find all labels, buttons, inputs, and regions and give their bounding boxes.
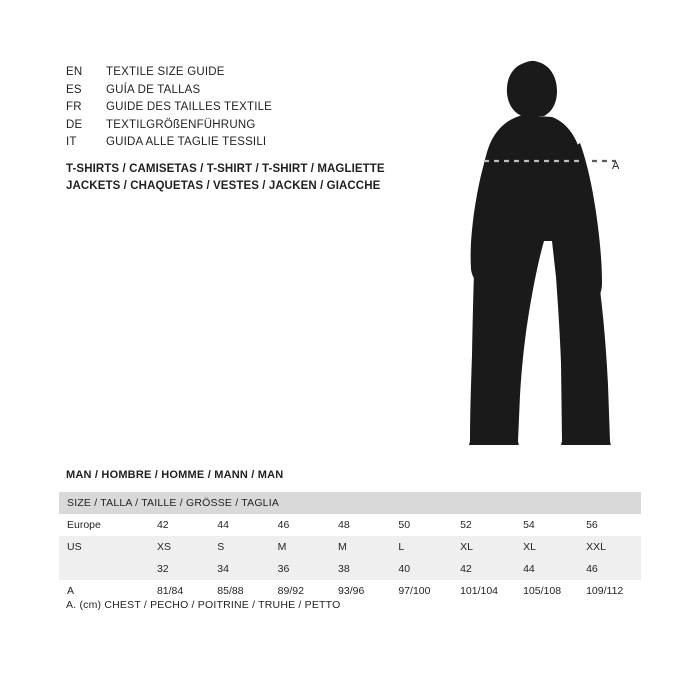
- table-row: [59, 558, 641, 580]
- language-list: [66, 66, 272, 154]
- language-title: GUÍA DE TALLAS: [106, 83, 201, 96]
- cell: 38: [330, 558, 390, 580]
- cell: 93/96: [330, 580, 390, 602]
- row-label: US: [59, 536, 149, 558]
- table-row: [59, 492, 641, 514]
- table-row: [59, 514, 641, 536]
- cell: XS: [149, 536, 209, 558]
- cell: 109/112: [578, 580, 641, 602]
- language-code: EN: [66, 66, 83, 78]
- cell: 54: [515, 514, 578, 536]
- table-row: [59, 536, 641, 558]
- cell: 89/92: [270, 580, 330, 602]
- garment-categories: [66, 161, 385, 195]
- row-label: A: [59, 580, 149, 602]
- cell: L: [390, 536, 452, 558]
- cell: 44: [209, 514, 269, 536]
- cell: 81/84: [149, 580, 209, 602]
- cell: 101/104: [452, 580, 515, 602]
- table-title: MAN / HOMBRE / HOMME / MANN / MAN: [66, 469, 284, 481]
- cell: 46: [578, 558, 641, 580]
- cell: 44: [515, 558, 578, 580]
- language-title: TEXTILGRÖßENFÜHRUNG: [106, 118, 256, 131]
- cell: 32: [149, 558, 209, 580]
- cell: 34: [209, 558, 269, 580]
- language-title: TEXTILE SIZE GUIDE: [106, 66, 225, 78]
- language-row: [66, 84, 272, 102]
- language-title: GUIDA ALLE TAGLIE TESSILI: [106, 136, 267, 148]
- language-code: IT: [66, 136, 77, 148]
- cell: 52: [452, 514, 515, 536]
- language-code: ES: [66, 83, 82, 96]
- language-code: FR: [66, 101, 82, 113]
- cell: M: [330, 536, 390, 558]
- cell: 56: [578, 514, 641, 536]
- category-line: JACKETS / CHAQUETAS / VESTES / JACKEN / GIACCHE: [66, 180, 381, 192]
- table-header-label: SIZE / TALLA / TAILLE / GRÖSSE / TAGLIA: [59, 492, 641, 514]
- cell: XL: [452, 536, 515, 558]
- cell: 97/100: [390, 580, 452, 602]
- cell: 40: [390, 558, 452, 580]
- cell: 36: [270, 558, 330, 580]
- language-row: [66, 119, 272, 137]
- row-label: [59, 558, 149, 580]
- category-line: T-SHIRTS / CAMISETAS / T-SHIRT / T-SHIRT / MAGLIETTE: [66, 163, 385, 175]
- language-row: [66, 101, 272, 119]
- language-code: DE: [66, 118, 83, 131]
- table-footnote: A. (cm) CHEST / PECHO / POITRINE / TRUHE / PETTO: [66, 599, 341, 611]
- cell: 42: [452, 558, 515, 580]
- row-label: Europe: [59, 514, 149, 536]
- cell: 50: [390, 514, 452, 536]
- cell: M: [270, 536, 330, 558]
- cell: S: [209, 536, 269, 558]
- language-row: [66, 136, 272, 154]
- size-table: [59, 492, 641, 602]
- language-title: GUIDE DES TAILLES TEXTILE: [106, 101, 273, 113]
- male-silhouette-illustration: [440, 55, 670, 445]
- cell: XXL: [578, 536, 641, 558]
- chest-measure-label: A: [612, 160, 620, 172]
- cell: 42: [149, 514, 209, 536]
- cell: 48: [330, 514, 390, 536]
- cell: XL: [515, 536, 578, 558]
- cell: 46: [270, 514, 330, 536]
- language-row: [66, 66, 272, 84]
- cell: 105/108: [515, 580, 578, 602]
- cell: 85/88: [209, 580, 269, 602]
